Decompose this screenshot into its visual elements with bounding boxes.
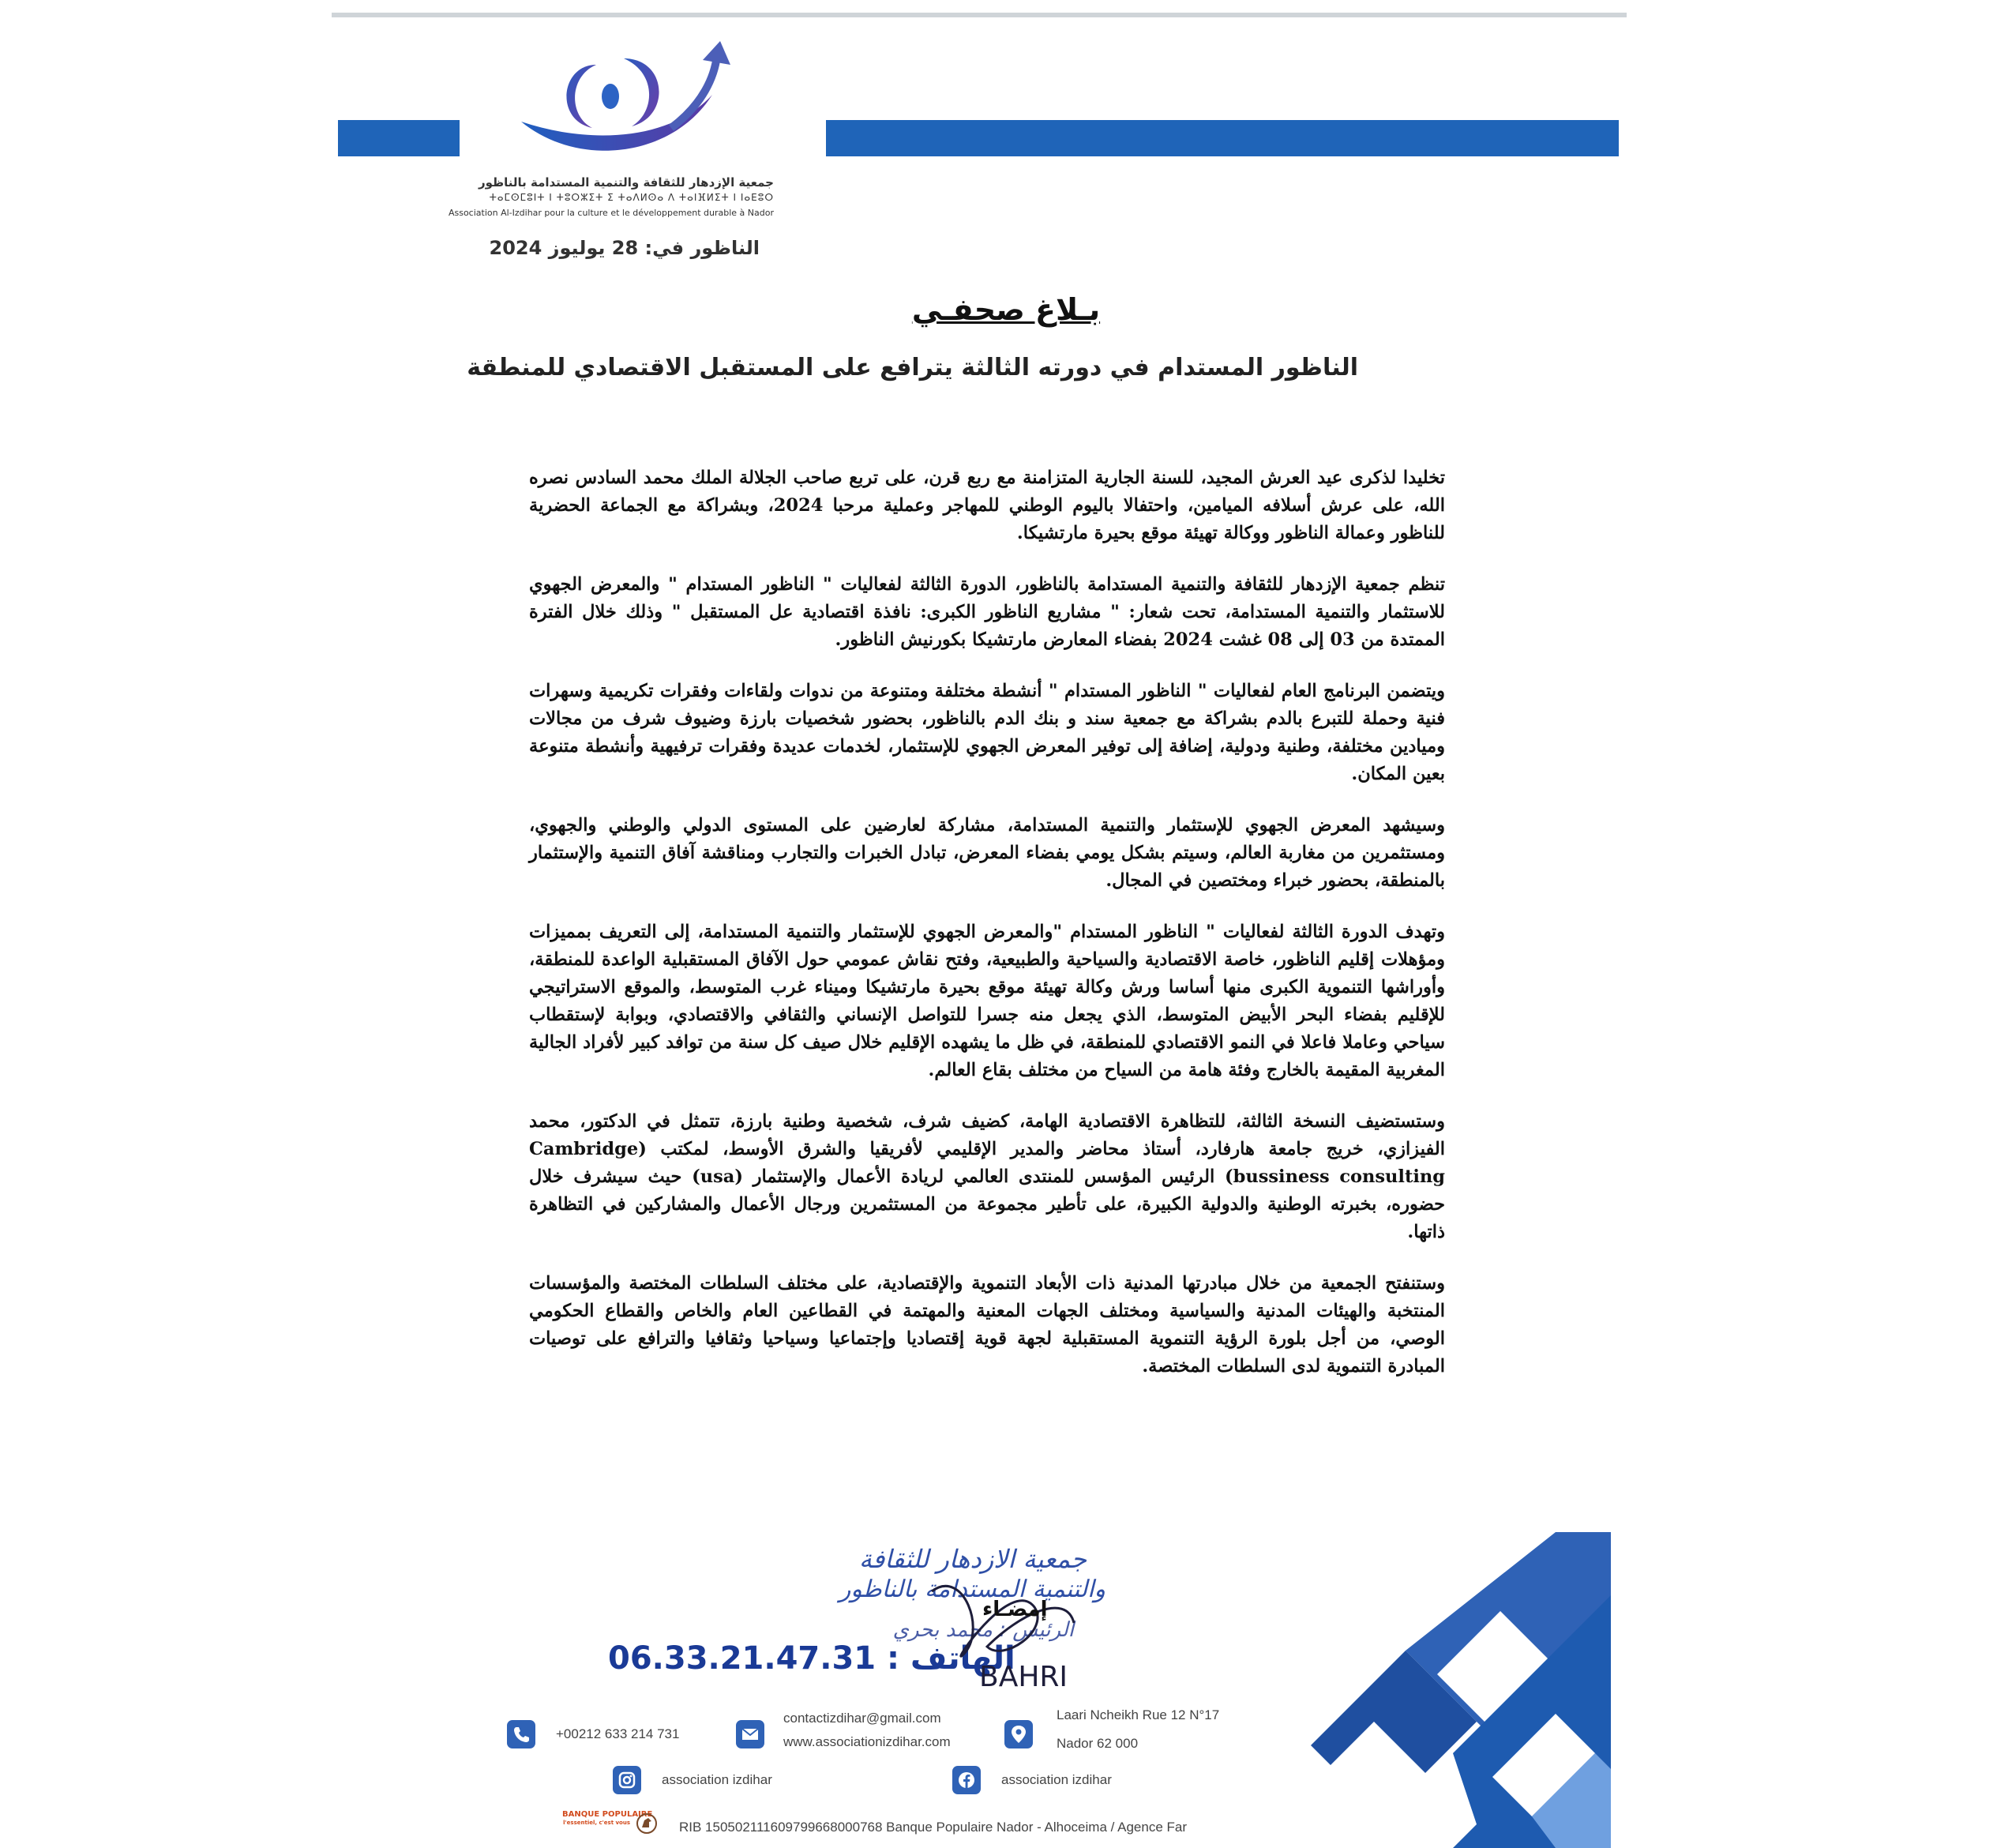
- association-logo: [505, 41, 766, 160]
- handwritten-signature: [916, 1560, 1105, 1694]
- org-name-french: Association Al-Izdihar pour la culture et le développement durable à Nador: [448, 208, 774, 218]
- paragraph: وستنفتح الجمعية من خلال مبادرتها المدنية ذات الأبعاد التنموية والإقتصادية، على مختلف السلطات المختصة والمؤسسات المنتخبة والهيئات المدنية والسياسية ومختلف الجهات المعنية والمهتمة في القطاعين العام والخاص والقطاع الحكومي الوصي، من أجل بلورة الرؤية التنموية المستقبلية لجهة قوية إقتصاديا وإجتماعيا وسياحيا وثقافيا والترافع على توصيات المبادرة التنموية لدى السلطات المختصة.: [529, 1273, 1445, 1377]
- bank-rib: RIB 150502111609799668000768 Banque Populaire Nador - Alhoceima / Agence Far: [679, 1820, 1188, 1835]
- footer-address-line1: Laari Ncheikh Rue 12 N°17: [1057, 1707, 1220, 1722]
- header-band-right: [826, 120, 1619, 156]
- phone-icon: [507, 1720, 535, 1748]
- paragraph: ويتضمن البرنامج العام لفعاليات " الناظور المستدام " أنشطة مختلفة ومتنوعة من ندوات ولقاءات وفقرات تكريمية وسهرات فنية وحملة للتبرع بالدم بشراكة مع جمعية سند و بنك الدم بالناظور، بحضور شخصيات بارزة وضيوف شرف من مجالات وميادين مختلفة، وطنية ودولية، إضافة إلى توفير المعرض الجهوي للإستثمار، لخدمات عديدة وفقرات ترفيهية وأنشطة متنوعة بعين المكان.: [529, 681, 1445, 784]
- paragraph: وستستضيف النسخة الثالثة، للتظاهرة الاقتصادية الهامة، كضيف شرف، شخصية وطنية بارزة، تتمثل في الدكتور، محمد الفيزازي، خريج جامعة هارفارد، أستاذ محاضر والمدير الإقليمي لأفريقيا والشرق الأوسط، لمكتب (Cambridge bussiness consulting) الرئيس المؤسس للمنتدى العالمي لريادة الأعمال والإستثمار (usa) حيث سيشرف خلال حضوره، بخبرته الوطنية والدولية الكبيرة، على تأطير مجموعة من المستثمرين ورجال الأعمال والمشاركين في التظاهرة ذاتها.: [529, 1111, 1445, 1242]
- header-band-left: [338, 120, 460, 156]
- signature-scrawl-text: BAHRI: [979, 1661, 1068, 1693]
- stamp-org-line1: جمعية الازدهار للثقافة: [858, 1544, 1087, 1574]
- bank-logo: [562, 1810, 673, 1837]
- horse-icon: [635, 1812, 659, 1835]
- paragraph: تخليدا لذكرى عيد العرش المجيد، للسنة الجارية المتزامنة مع ربع قرن، على تربع صاحب الجلالة الملك محمد السادس نصره الله، على عرش أسلافه الميامين، واحتفالا باليوم الوطني للمهاجر وعملية مرحبا 2024، وبشراكة مع الجماعة الحضرية للناظور وعمالة الناظور ووكالة تهيئة موقع بحيرة مارتشيكا.: [529, 468, 1445, 543]
- document-subtitle: الناظور المستدام في دورته الثالثة يترافع على المستقبل الاقتصادي للمنطقة: [467, 354, 1358, 381]
- footer-instagram[interactable]: association izdihar: [662, 1772, 772, 1787]
- footer-website[interactable]: www.associationizdihar.com: [783, 1734, 951, 1749]
- press-release-body: [529, 464, 1445, 1404]
- bank-logo-name: BANQUE POPULAIRE: [562, 1810, 653, 1819]
- footer-email[interactable]: contactizdihar@gmail.com: [783, 1711, 941, 1726]
- location-pin-icon: [1004, 1720, 1033, 1748]
- signature-label: إمضـاء: [982, 1598, 1048, 1621]
- paragraph: وسيشهد المعرض الجهوي للإستثمار والتنمية المستدامة، مشاركة لعارضين على المستوى الدولي والوطني والجهوي، ومستثمرين من مغاربة العالم، وسيتم بشكل يومي بفضاء المعرض، تبادل الخبرات والتجارب ومناقشة آفاق التنمية والإستثمار بالمنطقة، بحضور خبراء ومختصين في المجال.: [529, 815, 1445, 891]
- instagram-icon: [613, 1766, 641, 1794]
- mail-icon: [736, 1720, 764, 1748]
- footer-facebook[interactable]: association izdihar: [1001, 1772, 1112, 1787]
- document-title: بـلاغ صحفـي: [911, 292, 1101, 327]
- stamp-phone: 06.33.21.47.31 : الهاتف: [608, 1640, 1015, 1677]
- bank-logo-slogan: l'essentiel, c'est vous: [563, 1820, 630, 1826]
- date-line: الناظور في: 28 يوليوز 2024: [489, 237, 760, 259]
- org-name-arabic: جمعية الإزدهار للثقافة والتنمية المستدامة بالناظور: [478, 175, 774, 190]
- org-name-tifinagh: ⵜⴰⵎⵙⵎⵓⵏⵜ ⵏ ⵜⵓⵔⵣⵉⵜ ⵉ ⵜⴰⴷⵍⵙⴰ ⴷ ⵜⴰⵏⴼⵍⵉⵜ ⵏ ⵏⴰⴹⵓⵔ: [489, 192, 774, 203]
- bank-logo-text: [562, 1810, 653, 1827]
- top-divider: [332, 13, 1627, 17]
- footer-address-line2: Nador 62 000: [1057, 1736, 1139, 1751]
- stamp-president: الرئيس : محمد بحري: [892, 1618, 1074, 1642]
- corner-decoration: [1295, 1532, 1611, 1848]
- paragraph: وتهدف الدورة الثالثة لفعاليات " الناظور المستدام "والمعرض الجهوي للإستثمار والتنمية المستدامة، إلى التعريف بمميزات ومؤهلات إقليم الناظور، خاصة الاقتصادية والسياحية والطبيعية، وفتح نقاش عمومي حول الآفاق المستقبلية الواعدة للمنطقة، وأوراشها التنموية الكبرى منها أساسا ورش وكالة تهيئة موقع بحيرة مارتشيكا وميناء غرب المتوسط، والموقع الاستراتيجي للإقليم بفضاء البحر الأبيض المتوسط، الذي يجعل منه جسرا للتواصل الإنساني والثقافي والاقتصادي، وبوابة لإستقطاب سياحي وعاملا فاعلا في النمو الاقتصادي للمنطقة، في ظل ما يشهده الإقليم خلال صيف كل سنة من توافد كبير لأفراد الجالية المغربية المقيمة بالخارج وفئة هامة من السياح من مختلف بقاع العالم.: [529, 922, 1445, 1080]
- facebook-icon: [952, 1766, 981, 1794]
- stamp-org-line2: والتنمية المستدامة بالناظور: [839, 1576, 1105, 1603]
- paragraph: تنظم جمعية الإزدهار للثقافة والتنمية المستدامة بالناظور، الدورة الثالثة لفعاليات " الناظور المستدام " والمعرض الجهوي للاستثمار والتنمية المستدامة، تحت شعار: " مشاريع الناظور الكبرى: نافذة اقتصادية عل المستقبل " وذلك خلال الفترة الممتدة من 03 إلى 08 غشت 2024 بفضاء المعارض مارتشيكا بكورنيش الناظور.: [529, 574, 1445, 650]
- logo-wordmark: [442, 175, 774, 220]
- footer-phone: +00212 633 214 731: [556, 1726, 680, 1741]
